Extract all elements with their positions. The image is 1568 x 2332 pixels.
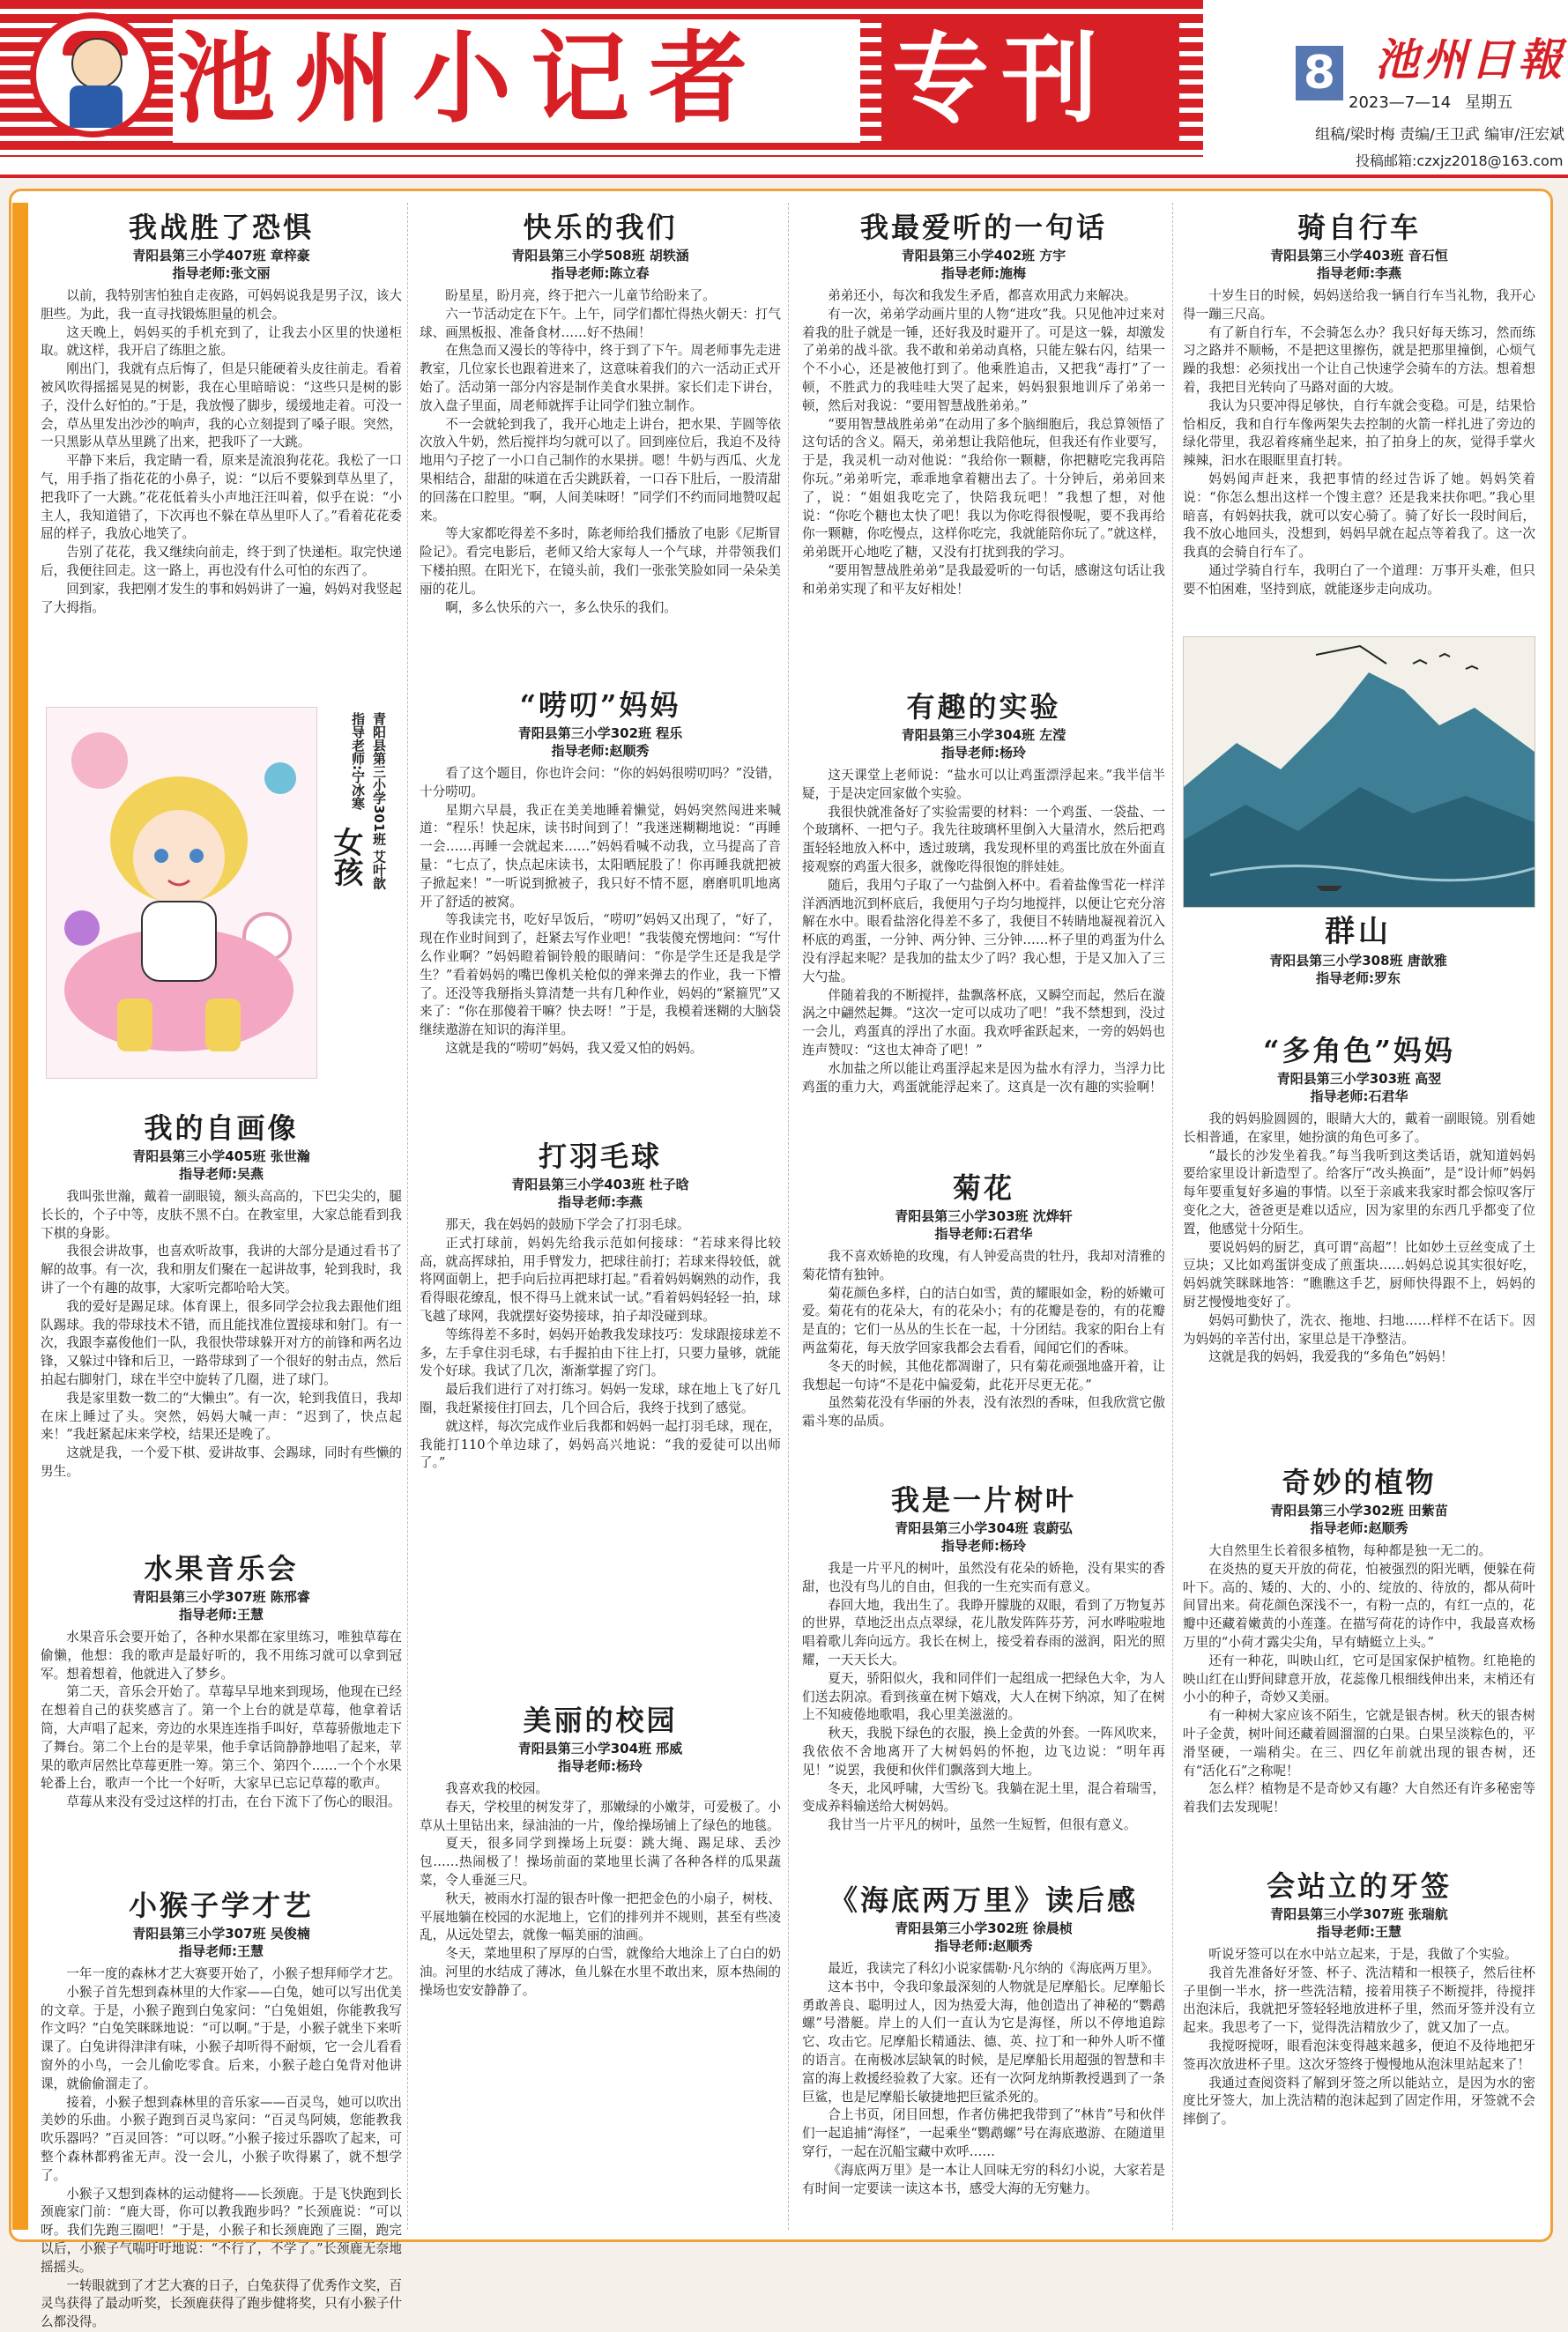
painting-title: 群山 [1325, 914, 1392, 949]
article [1183, 208, 1535, 599]
article-title: 菊花 [952, 1171, 1014, 1205]
article-paragraph: 妈妈闻声赶来，我把事情的经过告诉了她。妈妈笑着说：“你怎么想出这样一个馊主意？还是我来扶你吧。”我心里暗喜，有妈妈扶我，就可以安心骑了。骑了好长一段时间后，我不放心地回头，没想到，妈妈早就在起点等着我了。这一次我真的会骑自行车了。 [1183, 471, 1535, 561]
article-byline: 青阳县第三小学304班 袁蔚弘 [895, 1520, 1073, 1536]
article-paragraph: 合上书页，闭目回想，作者仿佛把我带到了“林肯”号和伙伴们一起追捕“海怪”，一起乘坐“鹦鹉螺”号在海底遨游、在随道里穿行，一起在沉船宝藏中欢呼…… [802, 2107, 1165, 2159]
article-teacher: 指导老师:李燕 [1317, 265, 1401, 281]
article [1183, 1463, 1535, 1817]
article-paragraph: 告别了花花，我又继续向前走，终于到了快递柜。取完快递后，我便往回走。这一路上，再也没有什么可怕的东西了。 [41, 545, 402, 578]
article-paragraph: 我叫张世瀚，戴着一副眼镜，额头高高的，下巴尖尖的，腿长长的，个子中等，皮肤不黑不白。在教室里，大家总能看到我下棋的身影。 [41, 1189, 402, 1241]
article-paragraph: 我认为只要冲得足够快，自行车就会变稳。可是，结果恰恰相反，我和自行车像两架失去控制的火箭一样扎进了旁边的绿化带里，我忍着疼痛坐起来，拍了拍身上的灰，觉得手掌火辣辣，汩水在眼眶里直打转。 [1183, 397, 1535, 469]
submission-email: 投稿邮箱:czxjz2018@163.com [1356, 152, 1564, 169]
article-paragraph: 我是家里数一数二的“大懒虫”。有一次，轮到我值日，我却在床上睡过了头。突然，妈妈大喊一声：“迟到了，快点起来！”我赶紧起床来学校，结果还是晚了。 [41, 1390, 402, 1443]
mascot-logo-icon [30, 12, 155, 137]
article-paragraph: 回到家，我把刚才发生的事和妈妈讲了一遍，妈妈对我竖起了大拇指。 [41, 581, 402, 615]
article-teacher: 指导老师:赵顺秀 [1310, 1520, 1408, 1536]
page-number: 8 [1296, 46, 1343, 100]
article-byline: 青阳县第三小学407班 章梓豪 [132, 248, 310, 264]
article-paragraph: 我搅呀搅呀，眼看泡沫变得越来越多，便迫不及待地把牙签再次放进杯子里。这次牙签终于慢慢地从泡沫里站起来了！ [1183, 2038, 1535, 2072]
article-paragraph: 听说牙签可以在水中站立起来，于是，我做了个实验。 [1208, 1947, 1518, 1962]
article-paragraph: 我不喜欢娇艳的玫瑰，有人钟爱高贵的牡丹，我却对清雅的菊花情有独钟。 [802, 1249, 1165, 1282]
article-title: 小猴子学才艺 [128, 1889, 314, 1922]
article-paragraph: 在焦急而又漫长的等待中，终于到了下午。周老师事先走进教室，几位家长也跟着进来了，这意味着我们的六一活动正式开始了。活动第一部分内容是制作美食水果拼。家长们走下讲台，放入盘子里面，周老师就挥手让同学们独立制作。 [420, 343, 781, 413]
article-paragraph: 接着，小猴子想到森林里的音乐家——百灵鸟，她可以吹出美妙的乐曲。小猴子跑到百灵鸟家问：“百灵鸟阿姨，您能教我吹乐器吗？”百灵回答：“可以呀。”小猴子接过乐器吹了起来，可整个森林都鸦雀无声。没一会儿，小猴子吹得累了，就不想学了。 [41, 2094, 402, 2183]
article-paragraph: 还有一种花，叫映山红，它可是国家保护植物。红艳艳的映山红在山野间肆意开放，花蕊像几根细线伸出来，末梢还有小小的种子，奇妙又美丽。 [1183, 1652, 1535, 1705]
article-title: 水果音乐会 [144, 1552, 299, 1586]
article [41, 1549, 402, 1812]
issue-weekday: 星期五 [1465, 93, 1513, 112]
article-paragraph: 这天晚上，妈妈买的手机充到了，让我去小区里的快递柜取。就这样，我开启了练胆之旅。 [41, 324, 402, 359]
article-byline: 青阳县第三小学307班 陈邢睿 [132, 1589, 310, 1605]
article-paragraph: 小猴子又想到森林的运动健将——长颈鹿。于是飞快跑到长颈鹿家门前：“鹿大哥，你可以教我跑步吗？”长颈鹿说：“可以呀。我们先跑三圈吧！”于是，小猴子和长颈鹿跑了三圈，跑完以后，小猴子气喘吁吁地说：“不行了，不学了。”长颈鹿无奈地摇摇头。 [41, 2186, 402, 2275]
article-paragraph: 水加盐之所以能让鸡蛋浮起来是因为盐水有浮力，当浮力比鸡蛋的重力大，鸡蛋就能浮起来了。这真是一次有趣的实验啊！ [802, 1060, 1165, 1095]
article-paragraph: 夏天，骄阳似火，我和同伴们一起组成一把绿色大伞，为人们送去阴凉。看到孩童在树下嬉戏，大人在树下纳凉，知了在树上不知疲倦地歌唱，我心里美滋滋的。 [802, 1670, 1165, 1723]
article-paragraph: 通过学骑自行车，我明白了一个道理：万事开头难，但只要不怕困难，坚持到底，就能逐步走向成功。 [1183, 562, 1535, 597]
article-paragraph: “要用智慧战胜弟弟”是我最爱听的一句话，感谢这句话让我和弟弟实现了和平友好相处！ [802, 562, 1165, 597]
article-byline: 青阳县第三小学303班 沈烨轩 [895, 1208, 1073, 1224]
article-paragraph: 我通过查阅资料了解到牙签之所以能站立，是因为水的密度比牙签大，加上洗洁精的泡沫起到了固定作用，牙签就不会摔倒了。 [1183, 2075, 1535, 2128]
article-title: 美丽的校园 [523, 1704, 678, 1737]
article-teacher: 指导老师:施梅 [941, 265, 1026, 281]
article [41, 208, 402, 617]
article-paragraph: 十岁生日的时候，妈妈送给我一辆自行车当礼物，我开心得一蹦三尺高。 [1183, 288, 1535, 322]
article-paragraph: 春天，学校里的树发芽了，那嫩绿的小嫩芽，可爱极了。小草从土里钻出来，绿油油的一片，像给操场铺上了绿色的地毯。 [420, 1799, 781, 1833]
article-paragraph: 最后我们进行了对打练习。妈妈一发球，球在地上飞了好几圈，我赶紧接住打回去，几个回合后，我终于找到了感觉。 [420, 1382, 781, 1415]
article-paragraph: 这就是我的妈妈，我爱我的“多角色”妈妈！ [1208, 1349, 1453, 1365]
article-byline: 青阳县第三小学307班 张瑞航 [1270, 1906, 1448, 1922]
column-divider [407, 203, 408, 2230]
girl-drawing-caption [324, 712, 391, 1073]
article-byline: 青阳县第三小学302班 程乐 [517, 725, 683, 741]
article-paragraph: 春回大地，我出生了。我睁开朦胧的双眼，看到了万物复苏的世界，草地泛出点点翠绿，花儿散发阵阵芬芳，河水哗啦啦地唱着歌儿奔向远方。我长在树上，接受着春雨的滋润，阳光的照耀，一天天长大。 [802, 1597, 1165, 1667]
article [420, 1137, 781, 1473]
article-paragraph: “要用智慧战胜弟弟”在动用了多个脑细胞后，我总算领悟了这句话的含义。隔天，弟弟想让我陪他玩，但我还有作业要写，于是，我灵机一动对他说：“我给你一颗糖，你把糖吃完我再陪你玩。”弟弟听完，乖乖地拿着糖出去了。十分钟后，弟弟回来了，说：“姐姐我吃完了，快陪我玩吧！”我想了想，对他说：“你吃个糖也太快了吧！我以为你吃得很慢呢，要不我再给你一颗糖，你吃慢点，这样你吃完，我就能陪你玩了。”就这样，弟弟既开心地吃了糖，又没有打扰到我的学习。 [802, 416, 1165, 561]
article-paragraph: 在炎热的夏天开放的荷花，怕被强烈的阳光晒，便躲在荷叶下。高的、矮的、大的、小的、绽放的、待放的，都从荷叶间冒出来。荷花颜色深浅不一，有粉一点的，有红一点的，花瓣中还藏着嫩黄的小莲蓬。在描写荷花的诗作中，我最喜欢杨万里的“小荷才露尖尖角，早有蜻蜓立上头。” [1183, 1561, 1535, 1650]
article-paragraph: 有一种树大家应该不陌生，它就是银杏树。秋天的银杏树叶子金黄，树叶间还藏着圆溜溜的白果。白果呈淡粽色的，平滑坚硬，一端稍尖。在三、四亿年前就出现的银杏树，还有“活化石”之称呢！ [1183, 1708, 1535, 1779]
article [802, 687, 1165, 1096]
article-title: 我的自画像 [144, 1111, 299, 1145]
article [1183, 1867, 1535, 2129]
article-teacher: 指导老师:李燕 [558, 1194, 643, 1210]
article-title: “唠叨”妈妈 [519, 688, 681, 722]
article-paragraph: 第二天，音乐会开始了。草莓早早地来到现场，他现在已经在想着自己的获奖感言了。第一个上台的就是草莓，他拿着话筒，大声唱了起来，旁边的水果连连指手叫好，草莓骄傲地走下了舞台。第二个上台的是苹果，他手拿话筒静静地唱了起来，苹果的歌声居然比草莓更胜一筹。第三个、第四个……一个个水果轮番上台，歌声一个比一个好听，大家早已忘记草莓的歌声。 [41, 1684, 402, 1792]
article-paragraph: 刚出门，我就有点后悔了，但是只能硬着头皮往前走。看着被风吹得摇摇晃晃的树影，我在心里暗暗说：“这些只是树的影子，没什么好怕的。”于是，我放慢了脚步，缓缓地走着。可没一会，草丛里发出沙沙的响声，我的心立刻提到了嗓子眼。突然，一只黑影从草丛里跳了出来，把我吓了一大跳。 [41, 361, 402, 450]
article [802, 1169, 1165, 1431]
article-paragraph: 这本书中，令我印象最深刻的人物就是尼摩船长。尼摩船长勇敢善良、聪明过人，因为热爱大海，他创造出了神秘的“鹦鹉螺”号潜艇。岸上的人们一直认为它是海怪，所以不停地追踪它、攻击它。尼摩船长精通法、德、英、拉丁和一种外人听不懂的语言。在南极冰层缺氧的时候，是尼摩船长用超强的智慧和丰富的海上救援经验救了大家。还有一次阿龙纳斯教授遇到了一条巨鲨，也是尼摩船长敏捷地把巨鲨杀死的。 [802, 1979, 1165, 2105]
article-paragraph: 不一会就轮到我了，我开心地走上讲台，把水果、芋圆等依次放入牛奶，然后搅拌均匀就可以了。回到座位后，我迫不及待地用勺子挖了一小口自己制作的水果拼。嗯！牛奶与西瓜、火龙果相结合，甜甜的味道在舌尖跳跃着，一口吞下肚后，一股清甜的回荡在口腔里。“啊，人间美味呀！”同学们不约而同地赞叹起来。 [420, 416, 781, 524]
mountains-caption [1183, 911, 1534, 992]
article-paragraph: 那天，我在妈妈的鼓励下学会了打羽毛球。 [445, 1217, 690, 1232]
special-label: 专刊 [892, 22, 1111, 136]
article-byline: 青阳县第三小学403班 杜子晗 [511, 1177, 689, 1192]
article-title: 骑自行车 [1297, 211, 1421, 244]
article-paragraph: 看了这个题目，你也许会问：“你的妈妈很唠叨吗？”没错，十分唠叨。 [420, 766, 781, 799]
article-paragraph: 我的爱好是踢足球。体育课上，很多同学会拉我去跟他们组队踢球。我的带球技术不错，而且能找准位置接球和射门。有一次，我跟李嘉俊他们一队，我很快带球躲开对方的前锋和两名边锋，又躲过中锋和后卫，一路带球到了一个很好的射击点，然后拍起右脚射门，球在半空中旋转了几圈，进了球门。 [41, 1298, 402, 1387]
article-paragraph: 妈妈可勤快了，洗衣、拖地、扫地……样样不在话下。因为妈妈的辛苦付出，家里总是干净整洁。 [1183, 1312, 1535, 1347]
article-paragraph: 有一次，弟弟学动画片里的人物“进攻”我。只见他冲过来对着我的肚子就是一锤，还好我及时避开了。可是这一躲，却激发了弟弟的战斗欲。我不敢和弟弟动真格，只能左躲右闪，结果一个不小心，还是被他打到了。他乘胜追击，又把我“毒打”了一顿，不胜武力的我哇哇大哭了起来，妈妈狠狠地训斥了弟弟一顿，然后对我说：“要用智慧战胜弟弟。” [802, 306, 1165, 413]
article-byline: 青阳县第三小学304班 左滢 [901, 727, 1066, 743]
article-byline: 青阳县第三小学508班 胡轶涵 [511, 248, 689, 264]
article-paragraph: 一年一度的森林才艺大赛要开始了，小猴子想拜师学才艺。 [66, 1966, 401, 1981]
article [420, 208, 781, 617]
article-paragraph: 小猴子首先想到森林里的大作家——白兔，她可以写出优美的文章。于是，小猴子跑到白兔家问：“白兔姐姐，你能教我写作文吗？”白兔笑眯眯地说：“可以啊。”于是，小猴子就坐下来听课了。白兔讲得津津有味，小猴子却听得不耐烦，它一会儿看看窗外的小鸟，一会儿偷吃零食。后来，小猴子趁白兔背对他讲课，就偷偷溜走了。 [41, 1984, 402, 2091]
article [41, 1886, 402, 2332]
article-paragraph: 我很会讲故事，也喜欢听故事，我讲的大部分是通过看书了解的故事。有一次，我和朋友们聚在一起讲故事，轮到我时，我讲了一个有趣的故事，大家听完都哈哈大笑。 [41, 1244, 402, 1296]
article [802, 208, 1165, 599]
article-byline: 青阳县第三小学303班 高翌 [1276, 1071, 1442, 1087]
article-byline: 青阳县第三小学302班 徐晨桢 [895, 1920, 1073, 1936]
article-paragraph: 菊花颜色多样，白的洁白如雪，黄的耀眼如金，粉的娇嫩可爱。菊花有的花朵大，有的花朵小；有的花瓣是卷的，有的花瓣是直的；它们一丛丛的生长在一起，十分团结。我家的阳台上有两盆菊花，每天放学回家我都会去看看，闻闻它们的香味。 [802, 1285, 1165, 1355]
article-paragraph: 《海底两万里》是一本让人回味无穷的科幻小说，大家若是有时间一定要读一读这本书，感受大海的无穷魅力。 [802, 2162, 1165, 2196]
article [802, 1481, 1165, 1835]
article-paragraph: 啊，多么快乐的六一，多么快乐的我们。 [445, 599, 677, 615]
article-teacher: 指导老师:杨玲 [558, 1758, 643, 1774]
article-byline: 青阳县第三小学405班 张世瀚 [132, 1148, 310, 1164]
article-byline: 青阳县第三小学402班 方宇 [901, 248, 1066, 264]
article-paragraph: 就这样，每次完成作业后我都和妈妈一起打羽毛球，现在，我能打110个单边球了，妈妈高兴地说：“我的爱徒可以出师了。” [420, 1418, 781, 1471]
masthead [0, 0, 1568, 176]
article-paragraph: 我的妈妈脸圆圆的，眼睛大大的，戴着一副眼镜。别看她长相普通，在家里，她扮演的角色可多了。 [1183, 1111, 1535, 1145]
article [420, 686, 781, 1058]
article-teacher: 指导老师:张文丽 [172, 265, 271, 281]
article-paragraph: 我甘当一片平凡的树叶，虽然一生短暂，但很有意义。 [828, 1817, 1137, 1833]
article-paragraph: 冬天的时候，其他花都凋谢了，只有菊花顽强地盛开着，让我想起一句诗“不是花中偏爱菊，此花开尽更无花。” [802, 1358, 1165, 1393]
article-byline: 青阳县第三小学403班 音石恒 [1270, 248, 1448, 264]
article-paragraph: “最长的沙发坐着我。”每当我听到这类话语，就知道妈妈要给家里设计新造型了。给客厅“改头换面”，是“设计师”妈妈每年要重复好多遍的事情。以至于亲戚来我家时都会惊叹客厅变化之大，爸爸更是难以适应，因为家里的东西几乎都变了位置，他感觉十分陌生。 [1183, 1147, 1535, 1237]
article-paragraph: 六一节活动定在下午。上午，同学们都忙得热火朝天：打气球、画黑板报、准备食材……好不热闹！ [420, 306, 781, 340]
article-teacher: 指导老师:吴燕 [179, 1166, 264, 1182]
article-paragraph: 弟弟还小，每次和我发生矛盾，都喜欢用武力来解决。 [828, 288, 1137, 303]
article-paragraph: 冬天，菜地里积了厚厚的白雪，就像给大地涂上了白白的奶油。河里的水结成了薄冰，鱼儿躲在水里不敢出来，原本热闹的操场也安安静静了。 [420, 1946, 781, 1998]
article-teacher: 指导老师:王慧 [179, 1607, 264, 1623]
article-paragraph: 这就是我，一个爱下棋、爱讲故事、会踢球，同时有些懒的男生。 [41, 1445, 402, 1479]
article [420, 1701, 781, 2001]
article-paragraph: 这天课堂上老师说：“盐水可以让鸡蛋漂浮起来。”我半信半疑，于是决定回家做个实验。 [802, 768, 1165, 801]
mountains-painting [1183, 636, 1535, 908]
article-paragraph: 等练得差不多时，妈妈开始教我发球技巧：发球跟接球差不多，左手拿住羽毛球，右手握拍由下往上打，只要力量够，就能发个好球。我试了几次，渐渐掌握了窍门。 [420, 1326, 781, 1379]
article-paragraph: 我很快就准备好了实验需要的材料：一个鸡蛋、一袋盐、一个玻璃杯、一把勺子。我先往玻璃杯里倒入大量清水，然后把鸡蛋轻轻地放入杯中，透过玻璃，我发现杯里的鸡蛋比放在外面直接观察的鸡蛋大很多，就像吃得很饱的胖娃娃。 [802, 804, 1165, 874]
article-paragraph: 秋天，我脱下绿色的衣服，换上金黄的外套。一阵风吹来，我依依不舍地离开了大树妈妈的怀抱，边飞边说：“明年再见！”说罢，我便和伙伴们飘落到大地上。 [802, 1726, 1165, 1778]
painting-credits [1183, 952, 1534, 987]
article-paragraph: 一转眼就到了才艺大赛的日子，白兔获得了优秀作文奖，百灵鸟获得了最动听奖，长颈鹿获得了跑步健将奖，只有小猴子什么都没得。 [41, 2277, 402, 2330]
drawing-title: 女孩 [328, 827, 363, 887]
article-paragraph: 虽然菊花没有华丽的外表，没有浓烈的香味，但我欣赏它傲霜斗寒的品质。 [802, 1395, 1165, 1430]
article-paragraph: 我喜欢我的校园。 [445, 1781, 548, 1796]
article-byline: 青阳县第三小学304班 邢威 [517, 1741, 683, 1756]
painting-byline: 青阳县第三小学308班 唐歆雅 [1269, 953, 1447, 969]
article-paragraph: 等我读完书，吃好早饭后，“唠叨”妈妈又出现了，“好了，现在作业时间到了，赶紧去写作业吧！”我装傻充愣地问：“写什么作业啊？”妈妈瞪着铜铃般的眼睛问：“你是学生还是我是学生？”看着妈妈的嘴巴像机关枪似的弹来弹去的作业，我一下懵了。还没等我掰指头算清楚一共有几种作业，妈妈的“紧箍咒”又来了：“你在那傻着干嘛？快去呀！”于是，我模着迷糊的大脑袋继续遨游在知识的海洋里。 [420, 912, 781, 1038]
article-teacher: 指导老师:王慧 [1317, 1924, 1401, 1940]
article-title: 打羽毛球 [538, 1140, 662, 1173]
article-title: 我是一片树叶 [890, 1483, 1076, 1517]
article-teacher: 指导老师:王慧 [179, 1943, 264, 1959]
article-title: 奇妙的植物 [1282, 1466, 1437, 1499]
article-paragraph: 随后，我用勺子取了一勺盐倒入杯中。看着盐像雪花一样洋洋洒洒地沉到杯底后，我便用勺子均匀地搅拌，以便让它充分溶解在水中。眼看盐溶化得差不多了，我便目不转睛地凝视着沉入杯底的鸡蛋，一分钟、两分钟、三分钟……杯子里的鸡蛋为什么没有浮起来呢？是我加的盐太少了吗？我心想，于是又加入了三大勺盐。 [802, 877, 1165, 984]
article-teacher: 指导老师:杨玲 [941, 1538, 1026, 1554]
article-paragraph: 大自然里生长着很多植物，每种都是独一无二的。 [1208, 1543, 1492, 1558]
article [1183, 1031, 1535, 1367]
girl-drawing [46, 707, 317, 1079]
article-paragraph: 夏天，很多同学到操场上玩耍：跳大绳、踢足球、丢沙包……热闹极了！操场前面的菜地里长满了各种各样的瓜果蔬菜，令人垂涎三尺。 [420, 1836, 781, 1888]
masthead-rule [0, 175, 1568, 178]
article [41, 1109, 402, 1482]
article-title: 有趣的实验 [906, 690, 1061, 724]
drawing-teacher: 指导老师:宁冰寒 [350, 712, 366, 810]
article-title: 《海底两万里》读后感 [829, 1883, 1138, 1917]
article-teacher: 指导老师:杨玲 [941, 745, 1026, 761]
column-title: 池州小记者 [176, 21, 767, 137]
article-paragraph: 以前，我特别害怕独自走夜路，可妈妈说我是男子汉，该大胆些。为此，我一直寻找锻炼胆量的机会。 [41, 288, 402, 322]
article-title: 会站立的牙签 [1266, 1869, 1452, 1903]
issue-date: 2023—7—14 [1349, 93, 1452, 112]
article-teacher: 指导老师:赵顺秀 [551, 743, 650, 759]
drawing-byline: 青阳县第三小学301班 艾叶歆 [371, 712, 387, 890]
article-paragraph: 这就是我的“唠叨”妈妈，我又爱又怕的妈妈。 [445, 1040, 703, 1056]
article-paragraph: 草莓从来没有受过这样的打击，在台下流下了伤心的眼泪。 [66, 1794, 401, 1810]
article-byline: 青阳县第三小学307班 吴俊楠 [132, 1926, 310, 1942]
paper-name-logo: 池州日報 [1375, 33, 1565, 85]
column-divider [1172, 203, 1173, 2230]
column-divider [788, 203, 789, 2230]
article-paragraph: 星期六早晨，我正在美美地睡着懒觉，妈妈突然闯进来喊道：“程乐！快起床，读书时间到了！”我迷迷糊糊地说：“再睡一会……再睡一会就起来……”妈妈看喊不动我，立马提高了音量：“七点了，快点起床读书，太阳晒屁股了！你再睡我就把被子掀起来！”一听说到掀被子，我只好不情不愿，磨磨叽叽地离开了舒适的被窝。 [420, 802, 781, 910]
article-byline: 青阳县第三小学302班 田紫苗 [1270, 1503, 1448, 1519]
article-paragraph: 我是一片平凡的树叶，虽然没有花朵的娇艳，没有果实的香甜，也没有鸟儿的自由，但我的一生充实而有意义。 [802, 1561, 1165, 1594]
article-paragraph: 最近，我读完了科幻小说家儒勒·凡尔纳的《海底两万里》。 [828, 1961, 1160, 1976]
article-paragraph: 盼星星，盼月亮，终于把六一儿童节给盼来了。 [445, 288, 716, 303]
editor-credits: 组稿/梁时梅 责编/王卫武 编审/汪宏斌 [1315, 126, 1564, 144]
article-teacher: 指导老师:石君华 [1310, 1088, 1408, 1104]
article-title: 我最爱听的一句话 [859, 211, 1107, 244]
article-paragraph: 平静下来后，我定睛一看，原来是流浪狗花花。我松了一口气，用手指了指花花的小鼻子，说：“以后不要躲到草丛里了，把我吓了一大跳。”花花低着头小声地汪汪叫着，似乎在说：“小主人，我知道错了，下次再也不躲在草丛里吓人了。”看着花花委屈的样子，我放心地笑了。 [41, 453, 402, 542]
article-paragraph: 我首先准备好牙签、杯子、洗洁精和一根筷子，然后往杯子里倒一半水，挤一些洗洁精，接着用筷子不断搅拌，待搅拌出泡沫后，我就把牙签轻轻地放进杯子里，然而牙签并没有立起来。我思考了一下，觉得洗洁精放少了，就又加了一点。 [1183, 1964, 1535, 2036]
article-paragraph: 怎么样？植物是不是奇妙又有趣？大自然还有许多秘密等着我们去发现呢！ [1183, 1781, 1535, 1816]
article-teacher: 指导老师:赵顺秀 [934, 1938, 1033, 1954]
article-paragraph: 有了新自行车，不会骑怎么办？我只好每天练习，然而练习之路并不顺畅，不是把这里擦伤，就是把那里撞倒，心烦气躁的我想：必须找出一个让自己快速学会骑车的方法。想着想着，我把目光转向了马路对面的大坡。 [1183, 324, 1535, 395]
article-title: 我战胜了恐惧 [128, 211, 314, 244]
article-title: 快乐的我们 [523, 211, 678, 244]
article-paragraph: 等大家都吃得差不多时，陈老师给我们播放了电影《尼斯冒险记》。看完电影后，老师又给大家每人一个气球，并带领我们下楼拍照。在阳光下，在镜头前，我们一张张笑脸如同一朵朵美丽的花儿。 [420, 526, 781, 597]
article-paragraph: 水果音乐会要开始了，各种水果都在家里练习，唯独草莓在偷懒，他想：我的歌声是最好听的，我不用练习就可以拿到冠军。想着想着，他就进入了梦乡。 [41, 1630, 402, 1682]
article-paragraph: 秋天，被雨水打湿的银杏叶像一把把金色的小扇子，树枝、平展地躺在校园的水泥地上，它们的排列并不规则，甚至有些凌乱，从远处望去，就像一幅美丽的油画。 [420, 1890, 781, 1943]
date-line [1349, 90, 1527, 113]
article-paragraph: 冬天，北风呼啸，大雪纷飞。我躺在泥土里，混合着瑞雪，变成养料输送给大树妈妈。 [802, 1780, 1165, 1815]
article-title: “多角色”妈妈 [1263, 1034, 1455, 1067]
article-teacher: 指导老师:石君华 [934, 1226, 1033, 1242]
article [802, 1881, 1165, 2198]
left-orange-bar [12, 203, 28, 2230]
article-paragraph: 伴随着我的不断搅拌，盐飘落杯底，又瞬空而起，然后在漩涡之中翩然起舞。“这次一定可以成功了吧！”我不禁想到，没过一会儿，鸡蛋真的浮出了水面。我欢呼雀跃起来，一旁的妈妈也连声赞叹：“这也太神奇了吧！” [802, 987, 1165, 1058]
painting-teacher: 指导老师:罗东 [1316, 970, 1401, 986]
article-paragraph: 要说妈妈的厨艺，真可谓“高超”！比如妙土豆丝变成了土豆块；又比如鸡蛋饼变成了煎蛋块……妈妈总说其实很好吃，妈妈就笑眯眯地答：“瞧瞧这手艺，厨师快得跟不上，妈妈的厨艺慢慢地变好了。 [1183, 1239, 1535, 1310]
article-paragraph: 正式打球前，妈妈先给我示范如何接球：“若球来得比较高，就高挥球拍，用手臂发力，把球往前打；若球来得较低，就将网面朝上，把手向后拉再把球打起。”看着妈妈娴熟的动作，我看得眼花缭乱，恨不得马上就来试一试。”看着妈妈轻轻一拍，球飞越了球网，我就摆好姿势接球，拍子却没碰到球。 [420, 1235, 781, 1324]
article-teacher: 指导老师:陈立春 [551, 265, 650, 281]
